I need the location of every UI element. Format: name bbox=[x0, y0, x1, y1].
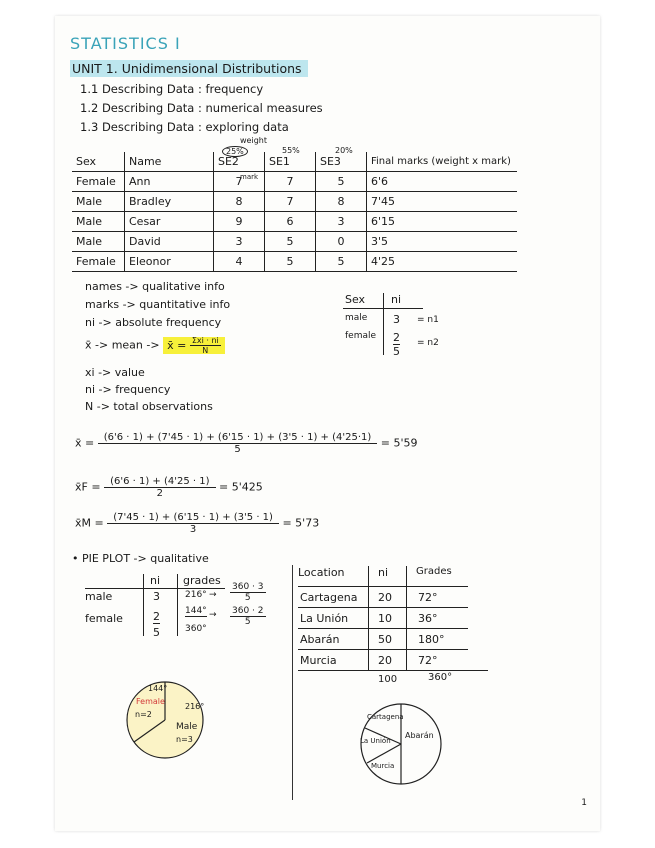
mark-note: mark bbox=[240, 173, 259, 181]
cell: 20 bbox=[378, 591, 392, 604]
mean-prefix: x̄ -> mean -> bbox=[85, 338, 160, 352]
cell: 7 bbox=[265, 192, 316, 212]
cell: 6 bbox=[265, 212, 316, 232]
page-title: STATISTICS I bbox=[70, 34, 181, 53]
cell: 4'25 bbox=[367, 252, 518, 272]
cell: 8 bbox=[214, 192, 265, 212]
sex-row-female-ni: 2 bbox=[393, 331, 400, 344]
cell: David bbox=[125, 232, 214, 252]
weight-se2: 25% bbox=[222, 146, 248, 157]
cell: 5 bbox=[316, 172, 367, 192]
mean-numerator: Σxi · ni bbox=[191, 336, 219, 345]
subtopic-list bbox=[80, 80, 323, 137]
subtopic-item: 1.1 Describing Data : frequency bbox=[80, 82, 264, 96]
pie-row-female-calc bbox=[230, 606, 266, 627]
cell: Female bbox=[72, 252, 125, 272]
formula-male-denominator: 3 bbox=[189, 524, 197, 535]
sex-table bbox=[345, 293, 439, 358]
mean-lhs: x̄ = bbox=[167, 338, 187, 352]
pie-label-murcia: Murcia bbox=[371, 762, 395, 770]
table-row bbox=[72, 172, 517, 192]
location-row-cartagena: Cartagena bbox=[300, 591, 358, 604]
cell: Male bbox=[72, 232, 125, 252]
weight-se1: 55% bbox=[282, 146, 300, 155]
location-row-abaran: Abarán bbox=[300, 633, 340, 646]
mean-denominator: N bbox=[202, 346, 209, 355]
arrow-icon: → bbox=[209, 610, 217, 620]
cell: 5 bbox=[265, 232, 316, 252]
location-table bbox=[298, 566, 498, 686]
col-header-final: Final marks (weight x mark) bbox=[367, 152, 518, 172]
note-ni-frequency: ni -> frequency bbox=[85, 383, 171, 396]
location-col-location: Location bbox=[298, 566, 345, 579]
cell: 72° bbox=[418, 654, 438, 667]
pie-row-male: male bbox=[85, 590, 113, 603]
ni-header: ni bbox=[391, 293, 402, 306]
cell: Eleonor bbox=[125, 252, 214, 272]
col-header-se1: SE1 bbox=[265, 152, 316, 172]
sex-row-female: female bbox=[345, 331, 377, 341]
calc-numerator: 360 · 2 bbox=[232, 606, 264, 616]
mean-fraction bbox=[190, 336, 221, 355]
unit-heading: UNIT 1. Unidimensional Distributions bbox=[70, 60, 308, 77]
cell: 20 bbox=[378, 654, 392, 667]
location-col-ni: ni bbox=[378, 566, 389, 579]
mean-formula-highlight bbox=[163, 337, 225, 354]
formula-male-numerator: (7'45 · 1) + (6'15 · 1) + (3'5 · 1) bbox=[107, 512, 279, 524]
pie-male-label: Male bbox=[176, 722, 198, 732]
weight-se3: 20% bbox=[335, 146, 353, 155]
col-header-se2: SE2 bbox=[214, 152, 265, 172]
cell: 6'15 bbox=[367, 212, 518, 232]
pie-male-n: n=3 bbox=[176, 735, 193, 744]
subtopic-item: 1.2 Describing Data : numerical measures bbox=[80, 101, 323, 115]
pie-label-cartagena: Cartagena bbox=[367, 713, 404, 721]
formula-mean-lhs: x̄ = bbox=[75, 436, 95, 450]
cell: 4 bbox=[214, 252, 265, 272]
pie-label-abaran: Abarán bbox=[405, 731, 434, 740]
formula-male bbox=[75, 512, 319, 535]
table-row bbox=[72, 212, 517, 232]
page-number: 1 bbox=[581, 798, 587, 808]
formula-mean-result: = 5'59 bbox=[380, 436, 418, 450]
pie-row-female-grade: 144° bbox=[185, 606, 207, 616]
calc-denominator: 5 bbox=[244, 617, 251, 627]
calc-denominator: 5 bbox=[244, 593, 251, 603]
pie-plot-heading: • PIE PLOT -> qualitative bbox=[72, 552, 209, 565]
table-row bbox=[72, 192, 517, 212]
formula-female-lhs: x̄F = bbox=[75, 480, 101, 494]
pie-female-degrees: 144° bbox=[148, 684, 168, 693]
pie-row-male-grade: 216° bbox=[185, 590, 207, 600]
column-divider bbox=[292, 565, 293, 800]
formula-female-fraction bbox=[104, 476, 215, 499]
pie-row-female: female bbox=[85, 612, 123, 625]
formula-male-result: = 5'73 bbox=[282, 516, 320, 530]
formula-mean-numerator: (6'6 · 1) + (7'45 · 1) + (6'15 · 1) + (3'5 · 1) + (4'25·1) bbox=[98, 432, 378, 444]
sex-row-male-n1: = n1 bbox=[417, 315, 439, 325]
cell: 9 bbox=[214, 212, 265, 232]
formula-female-result: = 5'425 bbox=[219, 480, 263, 494]
formula-female bbox=[75, 476, 263, 499]
cell: 7 bbox=[265, 172, 316, 192]
gender-pie-chart bbox=[120, 670, 220, 770]
pie-row-female-ni: 2 bbox=[153, 610, 160, 623]
formula-male-fraction bbox=[107, 512, 279, 535]
pie-row-male-calc bbox=[230, 582, 266, 603]
cell: 180° bbox=[418, 633, 445, 646]
table-row bbox=[72, 232, 517, 252]
cell: Bradley bbox=[125, 192, 214, 212]
marks-table bbox=[72, 152, 517, 272]
arrow-icon: → bbox=[209, 590, 217, 600]
cell: Male bbox=[72, 192, 125, 212]
pie-col-ni: ni bbox=[150, 574, 161, 587]
location-total-grades: 360° bbox=[428, 672, 453, 683]
cell: 10 bbox=[378, 612, 392, 625]
cell: Male bbox=[72, 212, 125, 232]
table-row bbox=[72, 252, 517, 272]
cell: 7 bbox=[214, 172, 265, 192]
note-names: names -> qualitative info bbox=[85, 280, 225, 293]
sex-row-male-ni: 3 bbox=[393, 313, 400, 326]
note-xi: xi -> value bbox=[85, 366, 145, 379]
pie-row-male-ni: 3 bbox=[153, 590, 160, 603]
location-col-grades: Grades bbox=[416, 566, 452, 577]
pie-grade-total: 360° bbox=[185, 624, 207, 634]
cell: 8 bbox=[316, 192, 367, 212]
cell: 3 bbox=[214, 232, 265, 252]
subtopic-item: 1.3 Describing Data : exploring data bbox=[80, 120, 289, 134]
cell: 6'6 bbox=[367, 172, 518, 192]
cell: 5 bbox=[316, 252, 367, 272]
formula-female-denominator: 2 bbox=[156, 488, 163, 499]
location-row-murcia: Murcia bbox=[300, 654, 337, 667]
col-header-name: Name bbox=[125, 152, 214, 172]
location-total-ni: 100 bbox=[378, 674, 398, 685]
cell: 36° bbox=[418, 612, 438, 625]
cell: Ann bbox=[125, 172, 214, 192]
col-header-sex: Sex bbox=[72, 152, 125, 172]
cell: Female bbox=[72, 172, 125, 192]
cell: 5 bbox=[265, 252, 316, 272]
pie-female-n: n=2 bbox=[135, 710, 152, 719]
col-header-se3: SE3 bbox=[316, 152, 367, 172]
pie-male-degrees: 216° bbox=[185, 702, 205, 711]
note-ni: ni -> absolute frequency bbox=[85, 316, 222, 329]
note-mean bbox=[85, 336, 225, 355]
formula-male-lhs: x̄M = bbox=[75, 516, 104, 530]
weight-note: weight bbox=[240, 136, 267, 145]
pie-female-label: Female bbox=[136, 697, 165, 706]
sex-total: 5 bbox=[393, 345, 400, 358]
note-N: N -> total observations bbox=[85, 400, 213, 413]
sex-header: Sex bbox=[345, 293, 366, 306]
cell: 50 bbox=[378, 633, 392, 646]
location-row-la-union: La Unión bbox=[300, 612, 349, 625]
formula-mean bbox=[75, 432, 418, 455]
cell: 0 bbox=[316, 232, 367, 252]
sex-row-female-n2: = n2 bbox=[417, 338, 439, 348]
pie-col-grades: grades bbox=[183, 574, 221, 587]
formula-female-numerator: (6'6 · 1) + (4'25 · 1) bbox=[104, 476, 215, 488]
table-header-row bbox=[72, 152, 517, 172]
pie-ni-total: 5 bbox=[153, 626, 160, 639]
sex-row-male: male bbox=[345, 313, 368, 323]
pie-label-la-union: La Unión bbox=[360, 737, 391, 745]
cell: 3'5 bbox=[367, 232, 518, 252]
cell: 72° bbox=[418, 591, 438, 604]
cell: 3 bbox=[316, 212, 367, 232]
cell: 7'45 bbox=[367, 192, 518, 212]
cell: Cesar bbox=[125, 212, 214, 232]
calc-numerator: 360 · 3 bbox=[232, 582, 264, 592]
pie-grade-table bbox=[85, 574, 285, 642]
note-marks: marks -> quantitative info bbox=[85, 298, 231, 311]
formula-mean-fraction bbox=[98, 432, 378, 455]
formula-mean-denominator: 5 bbox=[234, 444, 241, 455]
